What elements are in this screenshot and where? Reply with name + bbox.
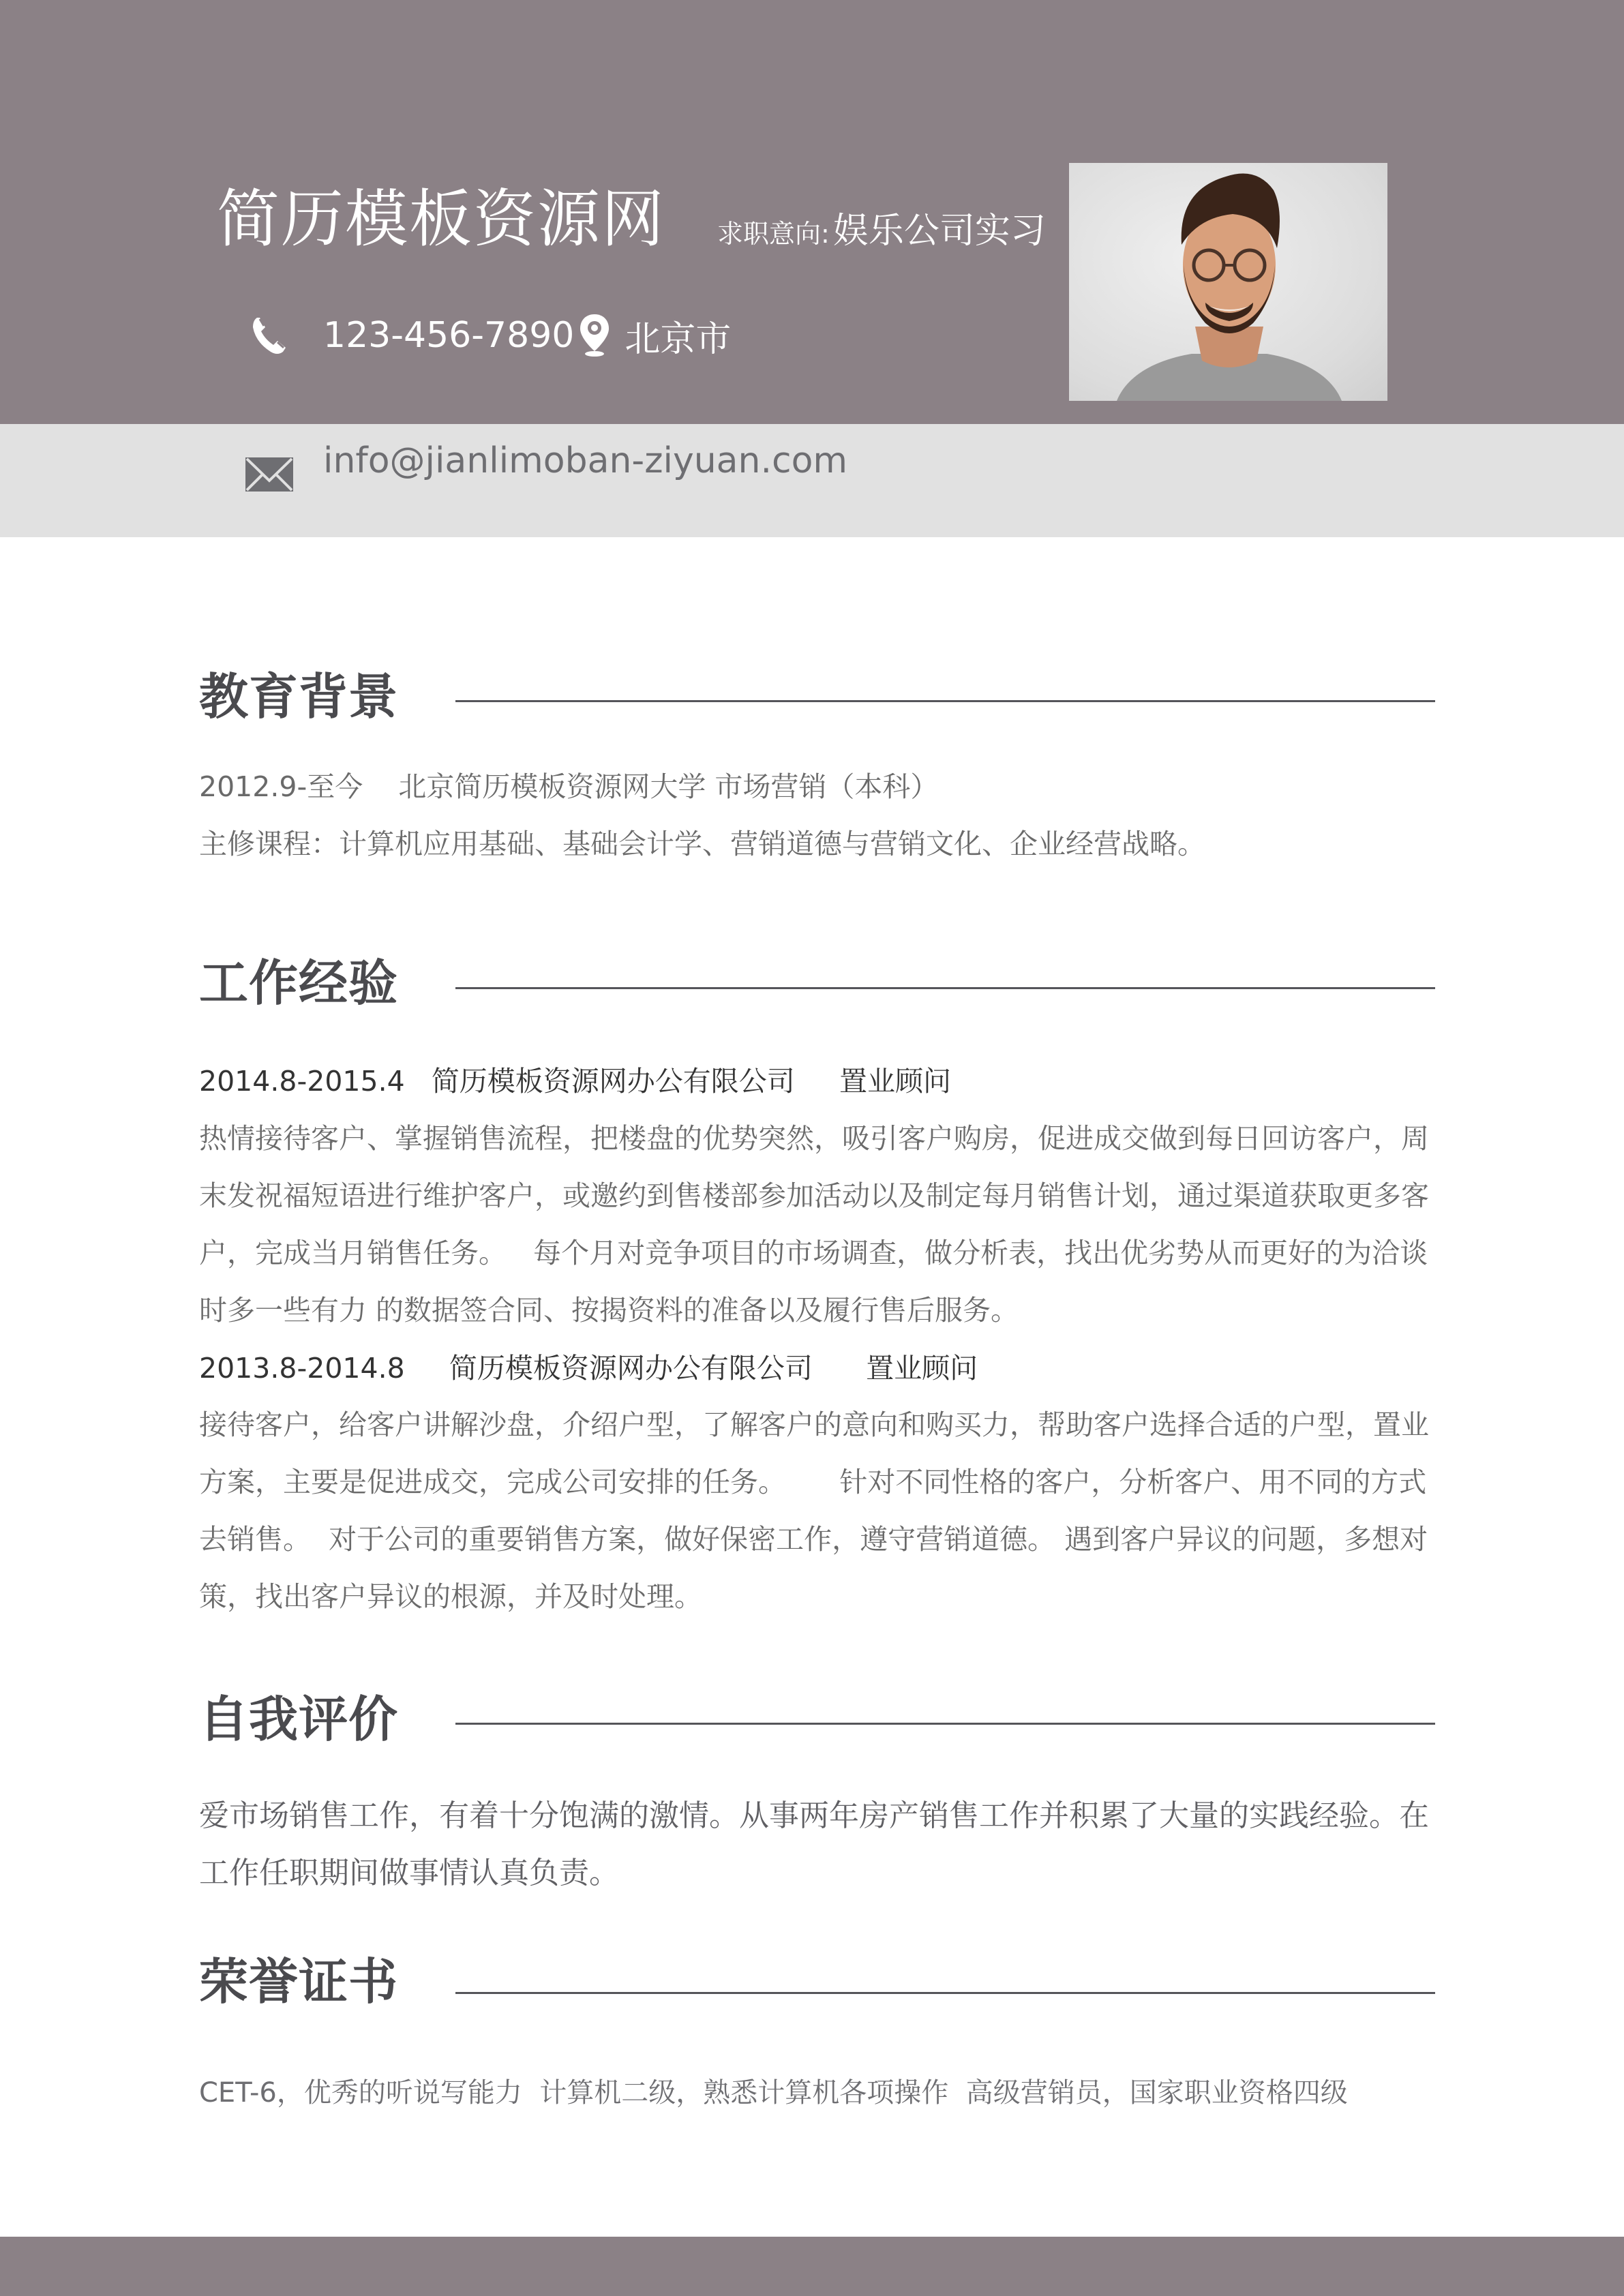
job-intent-label: 求职意向: (717, 219, 830, 249)
envelope-icon (245, 451, 293, 498)
email-row (245, 434, 847, 488)
section-title-certs: 荣誉证书 (199, 1953, 399, 2010)
email-address[interactable]: info@jianlimoban-ziyuan.com (323, 440, 848, 481)
job-1-header: 2014.8-2015.4 简历模板资源网办公有限公司 置业顾问 (199, 1065, 951, 1098)
job-intent-value: 娱乐公司实习 (832, 211, 1046, 252)
footer-band (0, 2237, 1624, 2296)
section-title-self-eval: 自我评价 (199, 1691, 399, 1748)
job-2-header: 2013.8-2014.8 简历模板资源网办公有限公司 置业顾问 (199, 1352, 978, 1385)
contact-row (245, 308, 731, 363)
certs-text: CET-6，优秀的听说写能力 计算机二级，熟悉计算机各项操作 高级营销员，国家职业资格四级 (199, 2077, 1348, 2109)
section-divider (455, 1992, 1435, 1994)
section-title-work: 工作经验 (199, 954, 399, 1012)
profile-photo (1069, 163, 1387, 401)
location-pin-icon (577, 312, 612, 359)
education-courses: 主修课程：计算机应用基础、基础会计学、营销道德与营销文化、企业经营战略。 (199, 828, 1205, 860)
self-eval-text: 爱市场销售工作，有着十分饱满的激情。从事两年房产销售工作并积累了大量的实践经验。在工作任职期间做事情认真负责。 (199, 1798, 1429, 1890)
phone-icon (245, 312, 293, 359)
location-text: 北京市 (625, 318, 732, 360)
education-line-1: 2012.9-至今 北京简历模板资源网大学 市场营销（本科） (199, 770, 939, 803)
section-divider (455, 987, 1435, 989)
section-divider (455, 700, 1435, 702)
phone-number: 123-456-7890 (323, 315, 575, 356)
portrait-illustration (1069, 163, 1387, 401)
candidate-name: 简历模板资源网 (217, 183, 666, 256)
job-1-description: 热情接待客户、掌握销售流程，把楼盘的优势突然，吸引客户购房，促进成交做到每日回访客户，周末发祝福短语进行维护客户，或邀约到售楼部参加活动以及制定每月销售计划，通过渠道获取更多客户，完成当月销售任务。 每个月对竞争项目的市场调查，做分析表，找出优劣势从而更好的为洽谈时多一些有力 的数据签合同、按揭资料的准备以及履行售后服务。 (199, 1122, 1429, 1327)
job-2-description: 接待客户，给客户讲解沙盘，介绍户型，了解客户的意向和购买力，帮助客户选择合适的户型，置业方案，主要是促进成交，完成公司安排的任务。 针对不同性格的客户，分析客户、用不同的方式去销售。 对于公司的重要销售方案，做好保密工作，遵守营销道德。 遇到客户异议的问题，多想对策，找出客户异议的根源，并及时处理。 (199, 1408, 1429, 1613)
section-divider (455, 1723, 1435, 1725)
section-title-education: 教育背景 (199, 668, 399, 725)
job-intent (717, 202, 1046, 253)
